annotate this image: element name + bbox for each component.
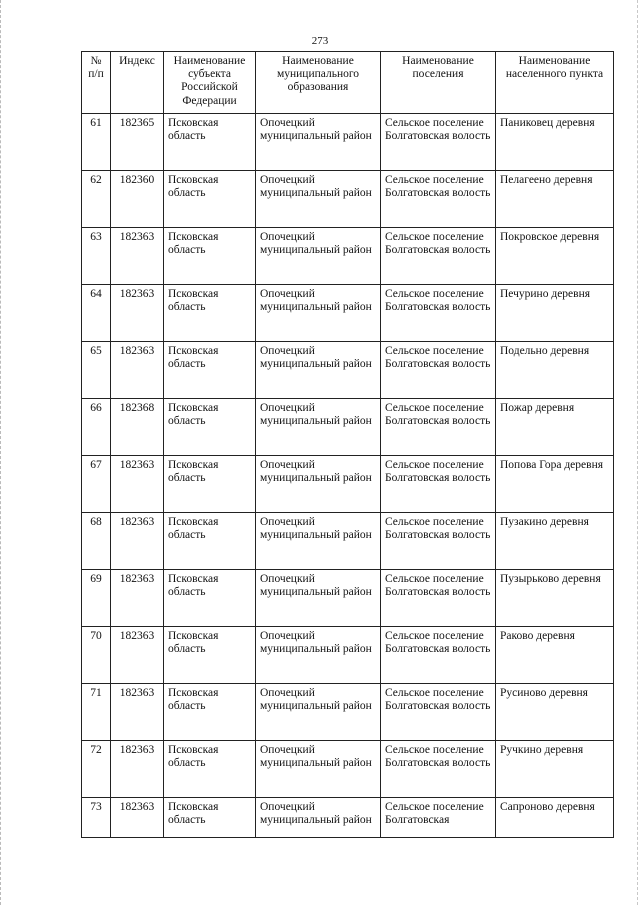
header-number: № п/п [82,52,111,114]
cell-subject: Псковская область [164,741,256,798]
header-locality: Наименование населенного пункта [496,52,614,114]
cell-subject: Псковская область [164,684,256,741]
cell-subject: Псковская область [164,627,256,684]
cell-index: 182363 [111,627,164,684]
cell-index: 182363 [111,513,164,570]
table-row [82,114,614,171]
cell-index: 182363 [111,228,164,285]
cell-index: 182363 [111,570,164,627]
cell-municipality: Опочецкий муниципальный район [256,399,381,456]
cell-number: 72 [82,741,111,798]
cell-index: 182365 [111,114,164,171]
page-number: 273 [311,35,329,47]
cell-number: 68 [82,513,111,570]
cell-settlement: Сельское поселение Болгатовская волость [381,399,496,456]
cell-subject: Псковская область [164,456,256,513]
cell-subject: Псковская область [164,798,256,838]
cell-municipality: Опочецкий муниципальный район [256,684,381,741]
cell-municipality: Опочецкий муниципальный район [256,456,381,513]
cell-subject: Псковская область [164,513,256,570]
cell-settlement: Сельское поселение Болгатовская волость [381,627,496,684]
table-row [82,684,614,741]
cell-municipality: Опочецкий муниципальный район [256,342,381,399]
cell-number: 61 [82,114,111,171]
cell-locality: Ручкино деревня [496,741,614,798]
cell-number: 65 [82,342,111,399]
cell-municipality: Опочецкий муниципальный район [256,285,381,342]
cell-settlement: Сельское поселение Болгатовская [381,798,496,838]
table-row [82,342,614,399]
cell-subject: Псковская область [164,570,256,627]
table-row [82,285,614,342]
header-row [82,52,614,114]
cell-subject: Псковская область [164,285,256,342]
table-row [82,513,614,570]
cell-index: 182363 [111,741,164,798]
settlements-table [81,51,614,838]
table-row [82,171,614,228]
cell-municipality: Опочецкий муниципальный район [256,798,381,838]
table-row [82,627,614,684]
cell-municipality: Опочецкий муниципальный район [256,513,381,570]
cell-locality: Русиново деревня [496,684,614,741]
cell-settlement: Сельское поселение Болгатовская волость [381,570,496,627]
cell-locality: Раково деревня [496,627,614,684]
cell-locality: Сапроново деревня [496,798,614,838]
cell-municipality: Опочецкий муниципальный район [256,627,381,684]
cell-subject: Псковская область [164,114,256,171]
header-municipality: Наименование муниципального образования [256,52,381,114]
table-row [82,228,614,285]
cell-locality: Пелагеено деревня [496,171,614,228]
cell-municipality: Опочецкий муниципальный район [256,228,381,285]
cell-municipality: Опочецкий муниципальный район [256,114,381,171]
cell-index: 182363 [111,798,164,838]
cell-number: 73 [82,798,111,838]
cell-index: 182368 [111,399,164,456]
cell-settlement: Сельское поселение Болгатовская волость [381,741,496,798]
cell-number: 71 [82,684,111,741]
cell-index: 182363 [111,342,164,399]
cell-settlement: Сельское поселение Болгатовская волость [381,513,496,570]
cell-index: 182363 [111,285,164,342]
cell-number: 64 [82,285,111,342]
cell-subject: Псковская область [164,228,256,285]
cell-settlement: Сельское поселение Болгатовская волость [381,114,496,171]
table-row [82,399,614,456]
cell-subject: Псковская область [164,399,256,456]
header-index: Индекс [111,52,164,114]
cell-municipality: Опочецкий муниципальный район [256,570,381,627]
cell-settlement: Сельское поселение Болгатовская волость [381,171,496,228]
cell-locality: Печурино деревня [496,285,614,342]
cell-locality: Пожар деревня [496,399,614,456]
table-body [82,114,614,838]
cell-index: 182363 [111,456,164,513]
cell-locality: Паниковец деревня [496,114,614,171]
table-header [82,52,614,114]
table-row [82,456,614,513]
scan-edge-right [635,0,638,905]
cell-settlement: Сельское поселение Болгатовская волость [381,228,496,285]
cell-settlement: Сельское поселение Болгатовская волость [381,342,496,399]
cell-settlement: Сельское поселение Болгатовская волость [381,684,496,741]
cell-settlement: Сельское поселение Болгатовская волость [381,285,496,342]
header-settlement: Наименование поселения [381,52,496,114]
table-row [82,741,614,798]
cell-municipality: Опочецкий муниципальный район [256,741,381,798]
header-subject: Наименование субъекта Российской Федерации [164,52,256,114]
cell-number: 70 [82,627,111,684]
cell-settlement: Сельское поселение Болгатовская волость [381,456,496,513]
cell-number: 69 [82,570,111,627]
cell-subject: Псковская область [164,171,256,228]
scan-edge-left [0,0,5,905]
cell-locality: Пузакино деревня [496,513,614,570]
cell-index: 182363 [111,684,164,741]
cell-number: 62 [82,171,111,228]
cell-index: 182360 [111,171,164,228]
cell-number: 67 [82,456,111,513]
table-row [82,798,614,838]
cell-number: 63 [82,228,111,285]
cell-locality: Покровское деревня [496,228,614,285]
table-row [82,570,614,627]
cell-locality: Пузырьково деревня [496,570,614,627]
cell-locality: Попова Гора деревня [496,456,614,513]
cell-municipality: Опочецкий муниципальный район [256,171,381,228]
cell-subject: Псковская область [164,342,256,399]
cell-locality: Подельно деревня [496,342,614,399]
cell-number: 66 [82,399,111,456]
